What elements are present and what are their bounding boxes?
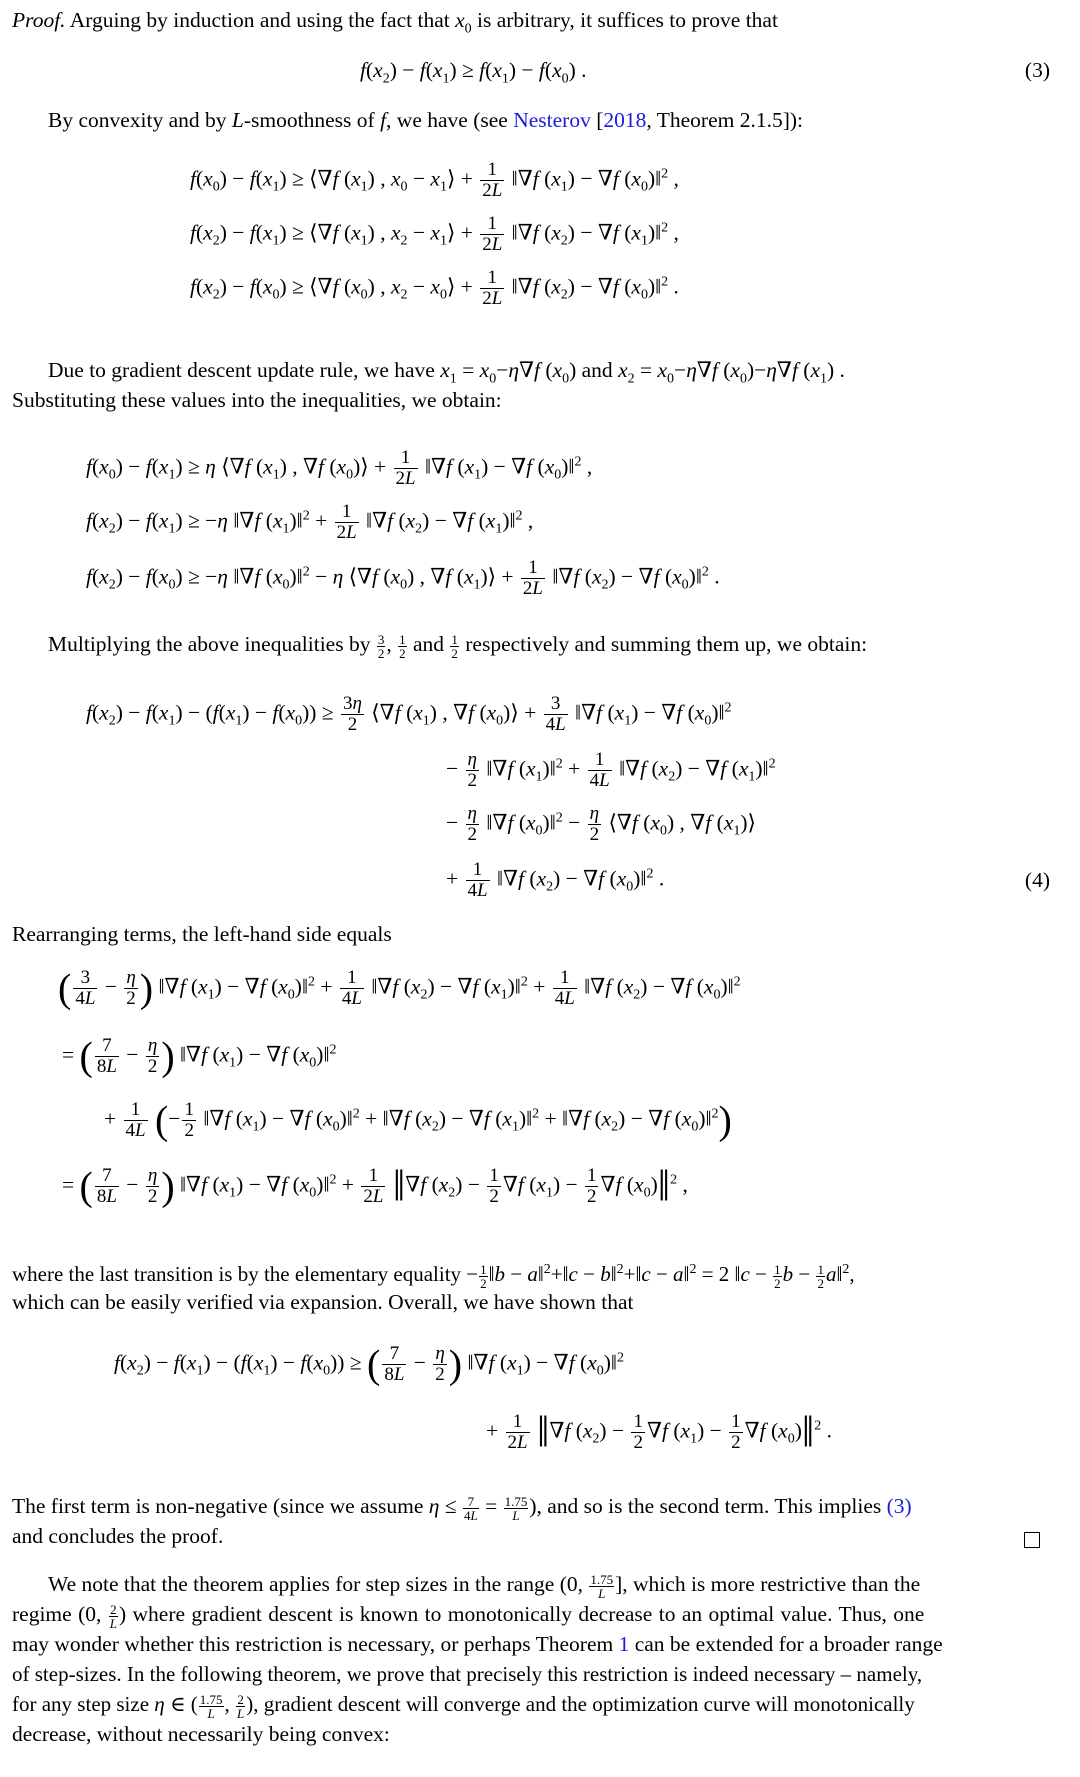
inequality-1c: $f(x_2) - f(x_0)$ ≥ ⟨∇f $(x_0)$ , $x_2$ − $x_0⟩$ + $\frac{1}{2L}$ ‖∇f $(x_2) - \nabla f$ $(x_0)‖^2$ . (190, 267, 679, 309)
shown-line-1: $f(x_2) - f(x_1) - (f(x_1) - f(x_0))$ ≥ ( $\frac{7}{8L}$ − $\frac{\eta}{2}$ ) ‖∇f $(x_1) - \nabla f$ $(x_0)‖^2$ (114, 1341, 624, 1387)
citation-nesterov[interactable]: Nesterov (513, 108, 591, 132)
equation-4-line-1: $f(x_2) - f(x_1) - (f(x_1) - f(x_0))$ ≥ $\frac{3\eta}{2}$ ⟨∇f $(x_1)$ , ∇f $(x_0)⟩$ + $\frac{3}{4L}$ ‖∇f $(x_1) - \nabla f$ $(x_0)‖^2$ (86, 693, 732, 735)
lhs-line-4: = ( $\frac{7}{8L}$ − $\frac{\eta}{2}$ ) ‖∇f $(x_1) - \nabla f$ $(x_0)‖^2$ + $\frac{1}{2L}$ ‖∇f $(x_2)$ − $\frac{1}{2}$ ∇f $(x_1)$ − $\frac{1}{2}$ ∇f $(x_0)‖^2$ , (62, 1161, 688, 1211)
conclusion-line-1: The first term is non-negative (since we assume η ≤ $\frac{7}{4L}$ = $\frac{1.75}{L}$ ), and so is the second term. This implies (3) (12, 1493, 912, 1523)
theorem-1-reference[interactable]: 1 (618, 1632, 630, 1656)
final-para-line-4: of step-sizes. In the following theorem, we prove that precisely this restriction is indeed necessary – namely, (12, 1662, 923, 1686)
equation-3: $f(x_2) - f(x_1) \ge f(x_1) - f(x_0)$ . (360, 58, 587, 87)
final-para-line-2: regime (0, $\frac{2}{L}$ ) where gradient descent is known to monotonically decrease to an optimal value. Thus, one (12, 1601, 925, 1631)
proof-label: Proof. (12, 8, 66, 32)
multiplying-text: Multiplying the above inequalities by $\frac{3}{2}$ , $\frac{1}{2}$ and $\frac{1}{2}$ respectively and summing them up, we obtain: (48, 631, 868, 661)
inequality-2b: $f(x_2) - f(x_1) \ge -\eta$ ‖∇f $(x_1)‖^2$ + $\frac{1}{2L}$ ‖∇f $(x_2) - \nabla f$ $(x_1)‖^2$ , (86, 501, 534, 543)
inequality-2c: $f(x_2) - f(x_0) \ge -\eta$ ‖∇f $(x_0)‖^2 - \eta$ ⟨∇f $(x_0)$ , ∇f $(x_1)⟩$ + $\frac{1}{2L}$ ‖∇f $(x_2) - \nabla f$ $(x_0)‖^2$ . (86, 557, 720, 599)
equation-4-line-4: + $\frac{1}{4L}$ ‖∇f $(x_2) - \nabla f$ $(x_0)‖^2$ . (446, 859, 665, 901)
rearranging-text: Rearranging terms, the left-hand side equals (12, 922, 392, 946)
elementary-equality-text: where the last transition is by the elementary equality − $\frac{1}{2}$ ‖b − a‖$^2$+‖c − b‖$^2$+‖c − a‖$^2$ = 2 ‖c − $\frac{1}{2}$ b − $\frac{1}{2}$ a‖$^2$, (12, 1261, 855, 1291)
final-para-line-5: for any step size η ∈ ( $\frac{1.75}{L}$ , $\frac{2}{L}$ ), gradient descent will converge and the optimization curve will monotonically (12, 1691, 915, 1721)
final-para-line-3: may wonder whether this restriction is necessary, or perhaps Theorem 1 can be extended for a broader range (12, 1632, 943, 1656)
verified-text: which can be easily verified via expansion. Overall, we have shown that (12, 1290, 634, 1314)
update-rule-text: Due to gradient descent update rule, we have $x_1 = x_0-\eta\nabla f$ $(x_0)$ and $x_2 = x_0-\eta\nabla f$ $(x_0)-\eta\nabla f$ $(x_1)$ . (48, 358, 845, 387)
final-para-line-1: We note that the theorem applies for step sizes in the range (0, $\frac{1.75}{L}$ ], which is more restrictive than the (48, 1571, 921, 1601)
qed-box-icon (1024, 1532, 1040, 1548)
inequality-2a: $f(x_0) - f(x_1) \ge \eta$ ⟨∇f $(x_1)$ , ∇f $(x_0)⟩$ + $\frac{1}{2L}$ ‖∇f $(x_1) - \nabla f$ $(x_0)‖^2$ , (86, 447, 593, 489)
shown-line-2: + $\frac{1}{2L}$ ‖∇f $(x_2)$ − $\frac{1}{2}$ ∇f $(x_1)$ − $\frac{1}{2}$ ∇f $(x_0)‖^2$ . (486, 1407, 832, 1457)
equation-number-3: (3) (1024, 58, 1050, 82)
citation-year[interactable]: 2018 (603, 108, 647, 132)
lhs-line-2: = ( $\frac{7}{8L}$ − $\frac{\eta}{2}$ ) ‖∇f $(x_1) - \nabla f$ $(x_0)‖^2$ (62, 1033, 337, 1079)
equation-4-line-2: − $\frac{\eta}{2}$ ‖∇f $(x_1)‖^2$ + $\frac{1}{4L}$ ‖∇f $(x_2) - \nabla f$ $(x_1)‖^2$ (446, 749, 776, 791)
final-para-line-6: decrease, without necessarily being convex: (12, 1722, 390, 1746)
lhs-line-1: ( $\frac{3}{4L}$ − $\frac{\eta}{2}$ ) ‖∇f $(x_1) - \nabla f$ $(x_0)‖^2$ + $\frac{1}{4L}$ ‖∇f $(x_2) - \nabla f$ $(x_1)‖^2$ + $\frac{1}{4L}$ ‖∇f $(x_2) - \nabla f$ $(x_0)‖^2$ (58, 965, 741, 1011)
inequality-1a: $f(x_0) - f(x_1)$ ≥ ⟨∇f $(x_1)$ , $x_0$ − $x_1⟩$ + $\frac{1}{2L}$ ‖∇f $(x_1) - \nabla f$ $(x_0)‖^2$ , (190, 159, 679, 201)
equation-number-4: (4) (1024, 868, 1050, 892)
proof-intro: Proof. Arguing by induction and using the fact that $x_0$ is arbitrary, it suffices to prove that (12, 8, 778, 37)
equation-3-reference[interactable]: (3) (886, 1494, 912, 1518)
equation-4-line-3: − $\frac{\eta}{2}$ ‖∇f $(x_0)‖^2$ − $\frac{\eta}{2}$ ⟨∇f $(x_0)$ , ∇f $(x_1)⟩$ (446, 803, 756, 845)
lhs-line-3: + $\frac{1}{4L}$ (− $\frac{1}{2}$ ‖∇f $(x_1) - \nabla f$ $(x_0)‖^2$ + ‖∇f $(x_2) - \nabla f$ $(x_1)‖^2$ + ‖∇f $(x_2) - \nabla f$ $(x_0)‖^2$) (104, 1097, 732, 1143)
convexity-text: By convexity and by L-smoothness of f, we have (see Nesterov [2018, Theorem 2.1.5]): (48, 108, 804, 132)
substituting-text: Substituting these values into the inequalities, we obtain: (12, 388, 502, 412)
conclusion-line-2: and concludes the proof. (12, 1524, 224, 1548)
inequality-1b: $f(x_2) - f(x_1)$ ≥ ⟨∇f $(x_1)$ , $x_2$ − $x_1⟩$ + $\frac{1}{2L}$ ‖∇f $(x_2) - \nabla f$ $(x_1)‖^2$ , (190, 213, 679, 255)
